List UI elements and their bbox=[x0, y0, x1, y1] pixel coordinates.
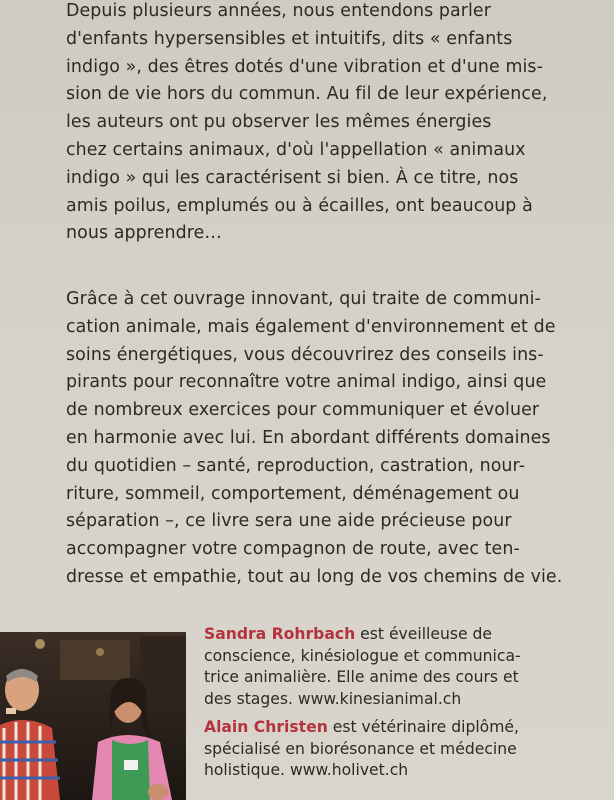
text-line: les auteurs ont pu observer les mêmes énergies bbox=[66, 112, 492, 133]
text-line: Grâce à cet ouvrage innovant, qui traite de communi- bbox=[66, 289, 541, 309]
text-line: trice animalière. Elle anime des cours et bbox=[204, 668, 519, 687]
author-name: Sandra Rohrbach bbox=[204, 625, 356, 643]
authors-photo-illustration bbox=[0, 632, 186, 800]
text-line: sion de vie hors du commun. Au fil de leur expérience, bbox=[66, 84, 548, 105]
text-line: soins énergétiques, vous découvrirez des conseils ins- bbox=[66, 344, 544, 365]
text-line: de nombreux exercices pour communiquer et évoluer bbox=[66, 400, 540, 421]
text-line: accompagner votre compagnon de route, avec ten- bbox=[66, 539, 520, 560]
text-line: Depuis plusieurs années, nous entendons parler bbox=[66, 1, 491, 21]
text-line: en harmonie avec lui. En abordant différents domaines bbox=[66, 427, 551, 448]
text-line: cation animale, mais également d'environnement et de bbox=[66, 316, 556, 337]
text-line: d'enfants hypersensibles et intuitifs, dits « enfants bbox=[66, 28, 513, 49]
blurb-paragraph-2 bbox=[66, 286, 566, 592]
author-name: Alain Christen bbox=[204, 718, 328, 736]
text-line: conscience, kinésiologue et communica- bbox=[204, 646, 521, 665]
text-line bbox=[204, 624, 604, 646]
text-line bbox=[204, 717, 604, 739]
author-bio-text: est éveilleuse de bbox=[355, 625, 493, 643]
text-line: des stages. www.kinesianimal.ch bbox=[204, 689, 462, 708]
blurb-paragraph-1 bbox=[66, 0, 566, 248]
author-bio-alain bbox=[204, 717, 604, 782]
text-line: nous apprendre… bbox=[66, 223, 222, 244]
text-line: holistique. www.holivet.ch bbox=[204, 761, 409, 780]
text-line: du quotidien – santé, reproduction, castration, nour- bbox=[66, 455, 526, 476]
text-line: dresse et empathie, tout au long de vos chemins de vie. bbox=[66, 566, 563, 587]
text-line: séparation –, ce livre sera une aide précieuse pour bbox=[66, 511, 512, 532]
text-line: riture, sommeil, comportement, déménagement ou bbox=[66, 483, 520, 504]
text-line: chez certains animaux, d'où l'appellation « animaux bbox=[66, 139, 526, 160]
text-line: indigo » qui les caractérisent si bien. À ce titre, nos bbox=[66, 167, 519, 188]
author-bio-sandra bbox=[204, 624, 604, 710]
text-line: pirants pour reconnaître votre animal indigo, ainsi que bbox=[66, 372, 547, 393]
text-line: amis poilus, emplumés ou à écailles, ont beaucoup à bbox=[66, 195, 533, 216]
text-line: spécialisé en biorésonance et médecine bbox=[204, 739, 517, 758]
text-line: indigo », des êtres dotés d'une vibration et d'une mis- bbox=[66, 56, 543, 77]
authors-photo bbox=[0, 632, 186, 800]
author-bio-text: est vétérinaire diplômé, bbox=[327, 718, 519, 736]
